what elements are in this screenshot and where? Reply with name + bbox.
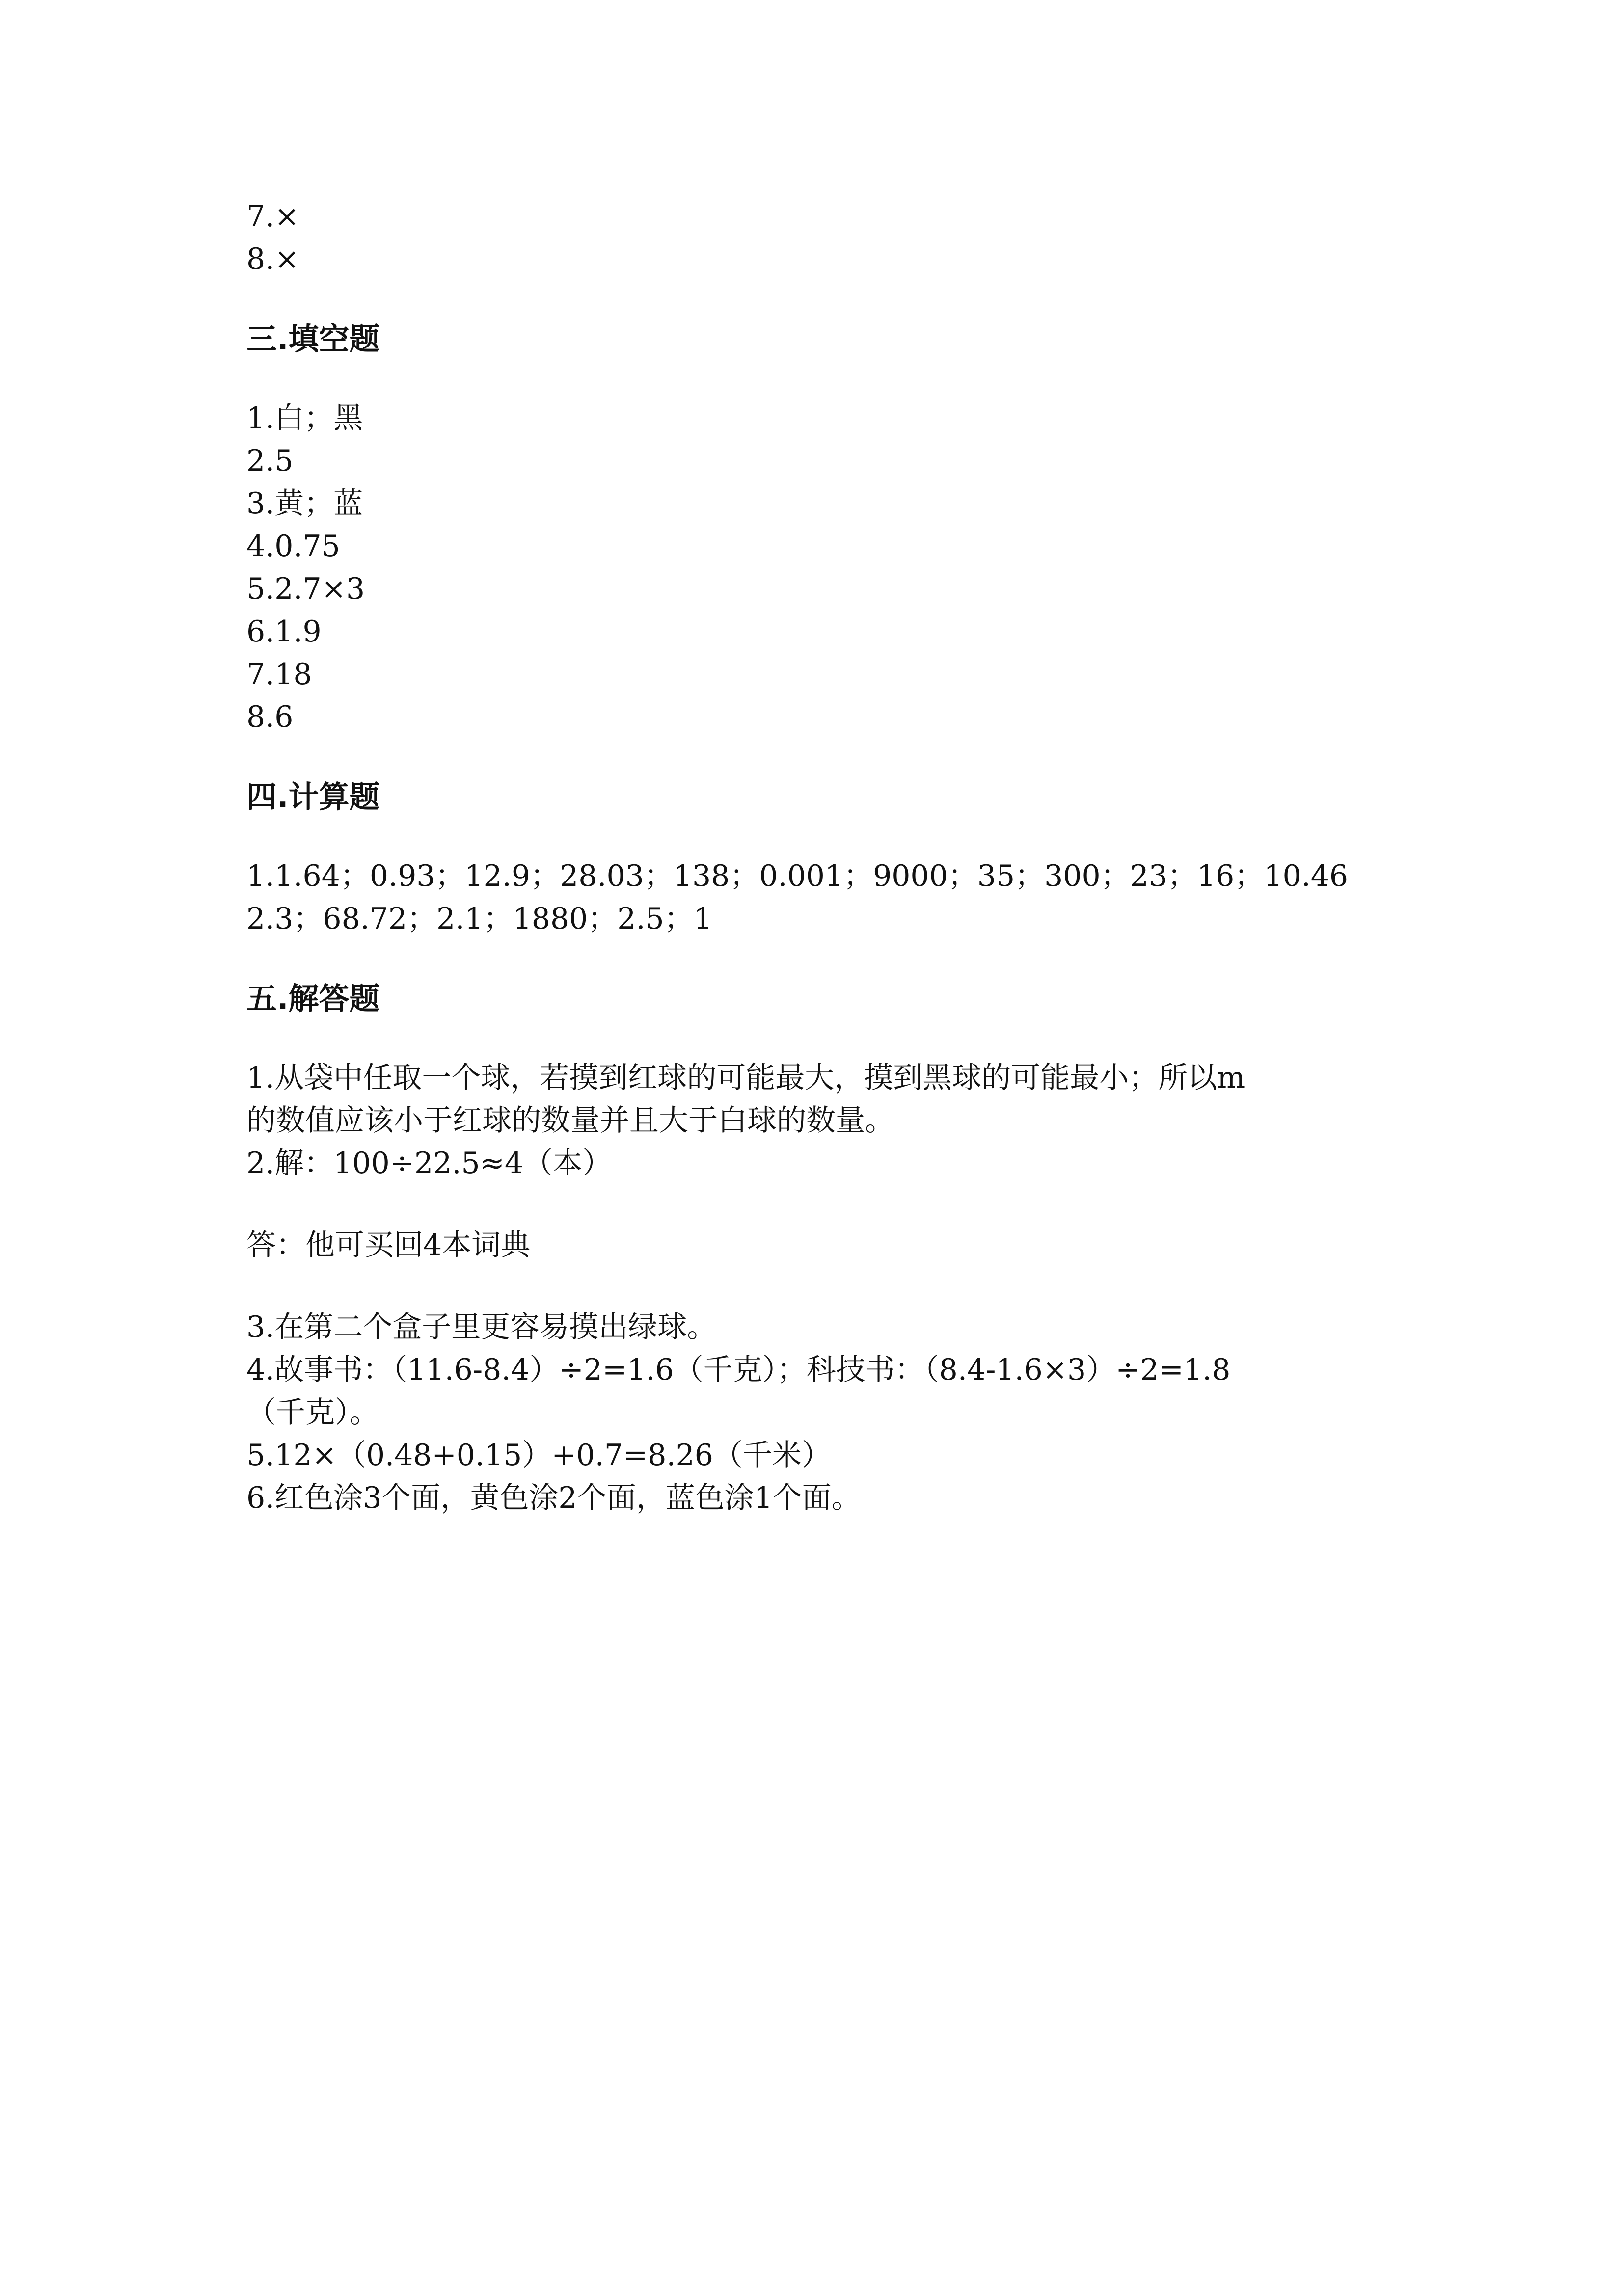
answer-2-reply: 答：他可买回4本词典 bbox=[246, 1228, 531, 1262]
section2-answers bbox=[246, 195, 1390, 281]
answer-1-line-1: 1.从袋中任取一个球，若摸到红球的可能最大，摸到黑球的可能最小；所以m bbox=[246, 1061, 1245, 1095]
section4-answers bbox=[246, 855, 1390, 940]
answer-item: 4.0.75 bbox=[246, 529, 340, 563]
answer-1-line-2: 的数值应该小于红球的数量并且大于白球的数量。 bbox=[246, 1103, 894, 1138]
answer-line: 1.1.64；0.93；12.9；28.03；138；0.001；9000；35；300；23；16；10.46 bbox=[246, 859, 1349, 893]
section3-title: 三.填空题 bbox=[246, 321, 380, 357]
answer-item: 6.1.9 bbox=[246, 614, 322, 649]
answer-item: 1.白；黑 bbox=[246, 401, 363, 435]
answer-4-line-2: （千克）。 bbox=[246, 1395, 379, 1430]
answer-6: 6.红色涂3个面，黄色涂2个面，蓝色涂1个面。 bbox=[246, 1481, 861, 1515]
answer-content bbox=[246, 195, 1390, 1520]
section3-answers bbox=[246, 397, 1390, 739]
answer-item: 2.5 bbox=[246, 444, 294, 478]
answer-item: 7.× bbox=[246, 199, 299, 234]
section4-title: 四.计算题 bbox=[246, 779, 380, 815]
section5-answers bbox=[246, 1057, 1390, 1520]
answer-item: 7.18 bbox=[246, 657, 312, 692]
answer-3: 3.在第二个盒子里更容易摸出绿球。 bbox=[246, 1310, 717, 1344]
answer-line: 2.3；68.72；2.1；1880；2.5；1 bbox=[246, 902, 712, 936]
answer-item: 3.黄；蓝 bbox=[246, 486, 363, 521]
answer-item: 8.× bbox=[246, 242, 299, 276]
answer-item: 5.2.7×3 bbox=[246, 572, 365, 606]
answer-item: 8.6 bbox=[246, 700, 294, 734]
answer-4-line-1: 4.故事书：（11.6-8.4）÷2=1.6（千克）；科技书：（8.4-1.6×3）÷2=1.8 bbox=[246, 1353, 1231, 1387]
answer-5: 5.12×（0.48+0.15）+0.7=8.26（千米） bbox=[246, 1438, 831, 1472]
answer-2: 2.解：100÷22.5≈4（本） bbox=[246, 1146, 612, 1180]
section5-title: 五.解答题 bbox=[246, 981, 380, 1016]
